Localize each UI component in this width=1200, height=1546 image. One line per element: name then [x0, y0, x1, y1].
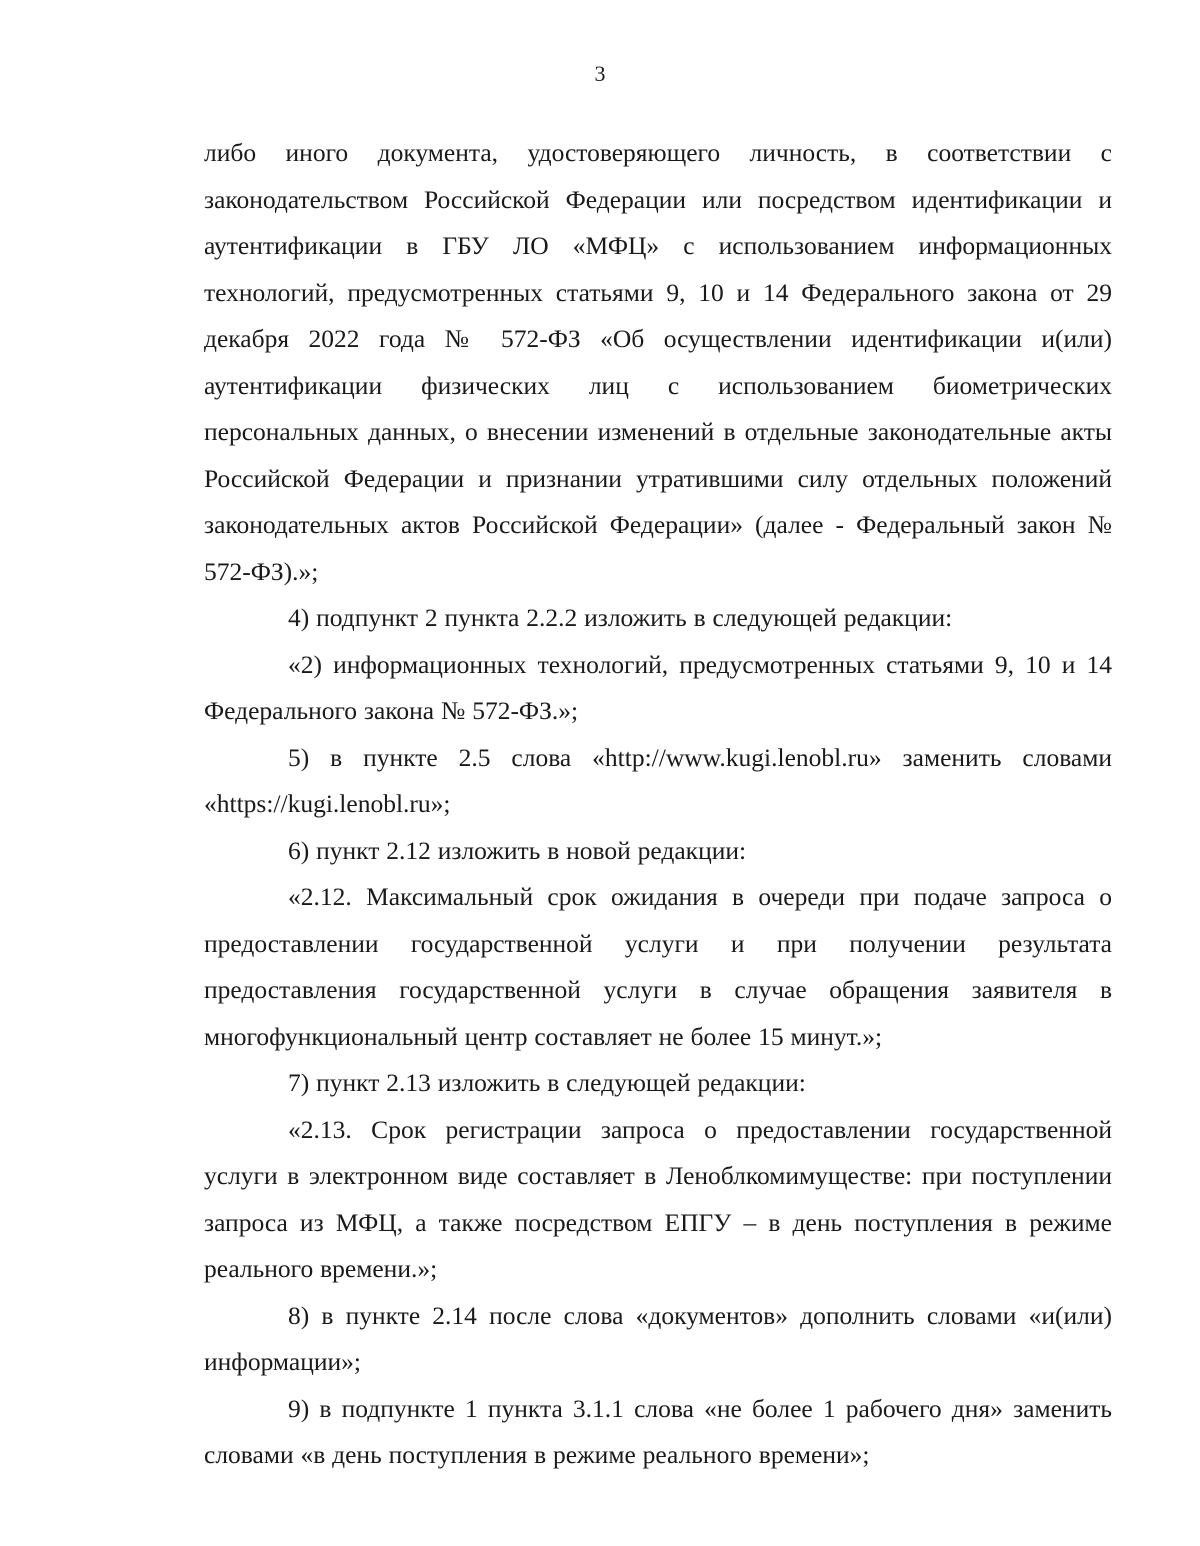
paragraph-item-4-text: «2) информационных технологий, предусмотренных статьями 9, 10 и 14 Федерального закона № 572-ФЗ.»;	[204, 649, 1112, 725]
paragraph-item-7: 7) пункт 2.13 изложить в следующей редакции:	[288, 1068, 806, 1097]
paragraph-item-6-text: «2.12. Максимальный срок ожидания в очереди при подаче запроса о предоставлении государственной услуги и при получении результата предоставления государственной услуги в случае обращения заявителя в многофункциональный центр составляет не более 15 минут.»;	[204, 882, 1112, 1051]
paragraph-item-4: 4) подпункт 2 пункта 2.2.2 изложить в следующей редакции:	[288, 603, 953, 632]
document-body	[204, 130, 1112, 1479]
paragraph-item-8: 8) в пункте 2.14 после слова «документов» дополнить словами «и(или) информации»;	[204, 1300, 1112, 1376]
paragraph-item-7-text: «2.13. Срок регистрации запроса о предоставлении государственной услуги в электронном виде составляет в Леноблкомимуществе: при поступлении запроса из МФЦ, а также посредством ЕПГУ – в день поступления в режиме реального времени.»;	[204, 1114, 1112, 1283]
paragraph-item-9: 9) в подпункте 1 пункта 3.1.1 слова «не более 1 рабочего дня» заменить словами «в день поступления в режиме реального времени»;	[204, 1393, 1112, 1469]
paragraph-item-5: 5) в пункте 2.5 слова «http://www.kugi.lenobl.ru» заменить словами «https://kugi.lenobl.ru»;	[204, 742, 1112, 818]
paragraph-continuation: либо иного документа, удостоверяющего личность, в соответствии с законодательством Российской Федерации или посредством идентификации и аутентификации в ГБУ ЛО «МФЦ» с использованием информационных технологий, предусмотренных статьями 9, 10 и 14 Федерального закона от 29 декабря 2022 года № 572-ФЗ «Об осуществлении идентификации и(или) аутентификации физических лиц с использованием биометрических персональных данных, о внесении изменений в отдельные законодательные акты Российской Федерации и признании утратившими силу отдельных положений законодательных актов Российской Федерации» (далее - Федеральный закон № 572-ФЗ).»;	[204, 138, 1112, 586]
paragraph-item-6: 6) пункт 2.12 изложить в новой редакции:	[288, 835, 747, 865]
page-number: 3	[594, 61, 606, 86]
